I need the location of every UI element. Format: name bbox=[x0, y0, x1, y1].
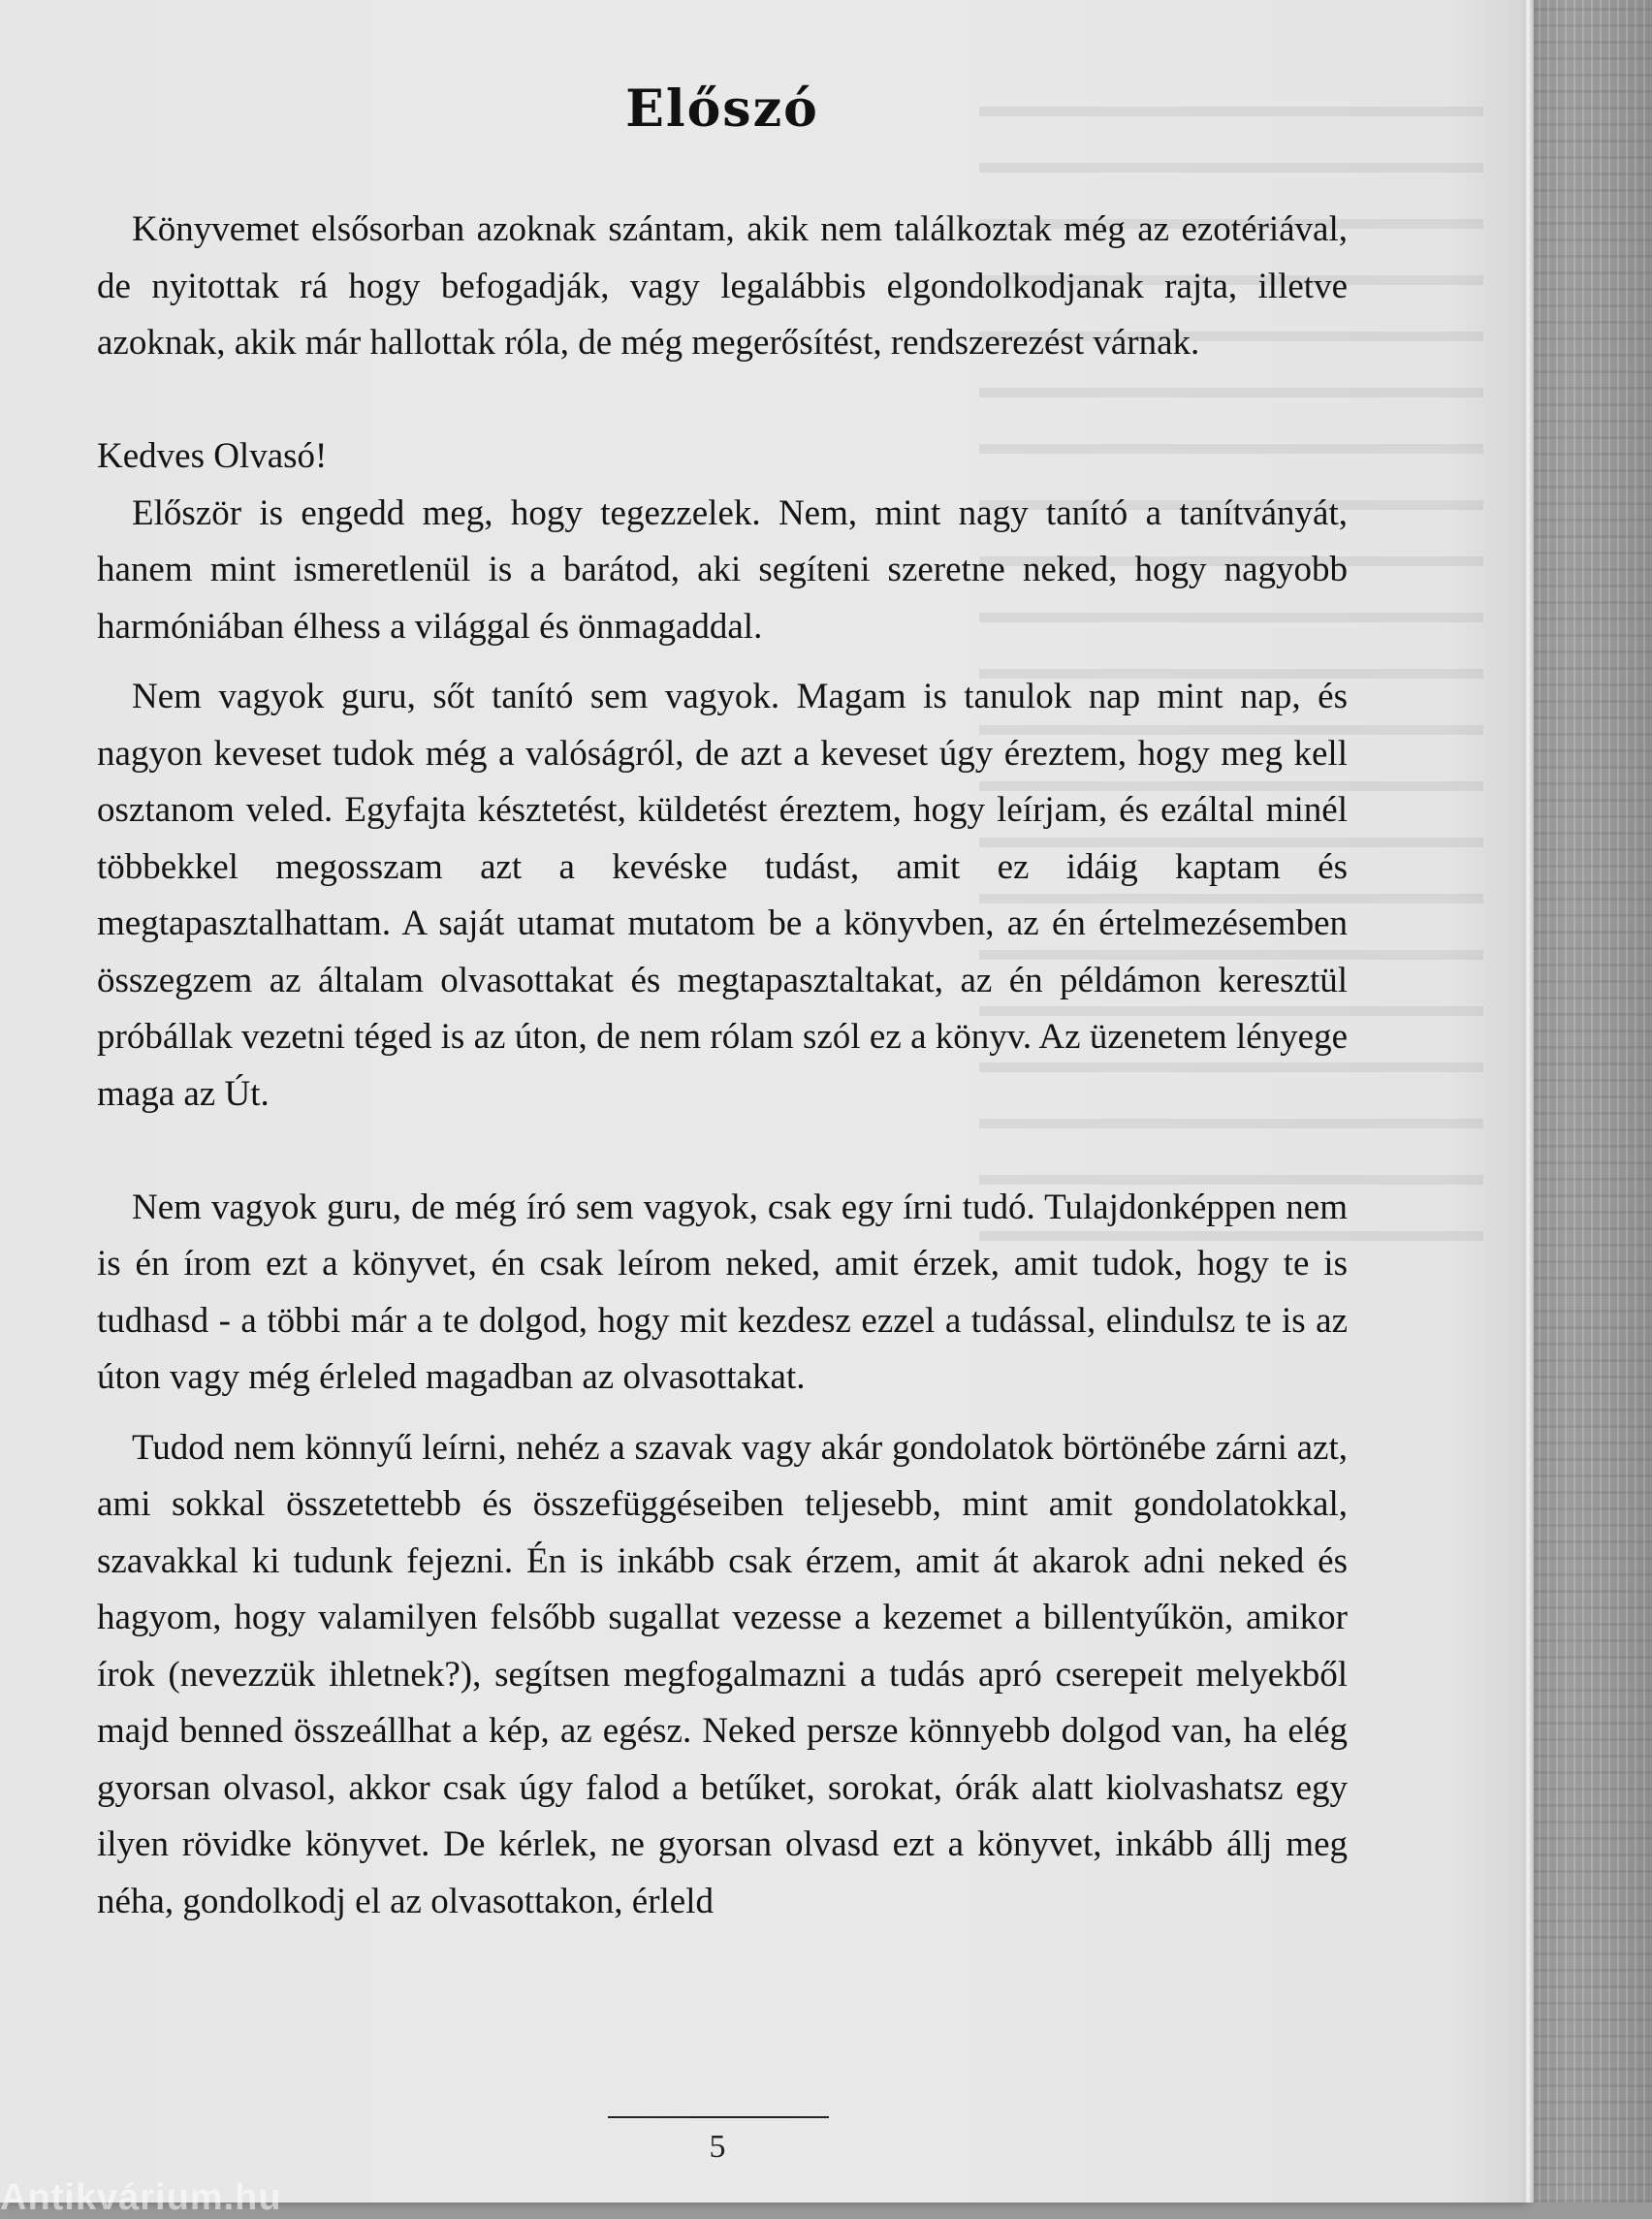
paragraph-nem-guru: Nem vagyok guru, sőt tanító sem vagyok. Magam is tanulok nap mint nap, és nagyon keveset tudok még a valóságról, de azt a keveset úgy éreztem, hogy meg kell osztanom veled. Egyfajta késztetést, küldetést éreztem, hogy leírjam, és ezáltal minél többekkel megosszam azt a kevéske tudást, amit ez idáig kaptam és megtapasztalhattam. A saját utamat mutatom be a könyvben, az én értelmezésemben összegzem az általam olvasottakat és megtapasztaltakat, az én példámon keresztül próbállak vezetni téged is az úton, de nem rólam szól ez a könyv. Az üzenetem lényege maga az Út. bbox=[97, 677, 1348, 1114]
paragraph-nem-iro: Nem vagyok guru, de még író sem vagyok, csak egy írni tudó. Tulajdonképpen nem is én írom ezt a könyvet, én csak leírom neked, amit érzek, amit tudok, hogy te is tudhasd - a többi már a te dolgod, hogy mit kezdesz ezzel a tudással, elindulsz te is az úton vagy még érleled magadban az olvasottakat. bbox=[97, 1187, 1348, 1397]
paragraph-tudod: Tudod nem könnyű leírni, nehéz a szavak vagy akár gondolatok börtönébe zárni azt, ami sokkal összetettebb és összefüggéseiben teljesebb, mint amit gondolatokkal, szavakkal ki tudunk fejezni. Én is inkább csak érzem, amit át akarok adni neked és hagyom, hogy valamilyen felsőbb sugallat vezesse a kezemet a billentyűkön, amikor írok (nevezzük ihletnek?), segítsen megfogalmazni a tudás apró cserepeit melyekből majd benned összeállhat a kép, az egész. Neked persze könnyebb dolgod van, ha elég gyorsan olvasol, akkor csak úgy falod a betűket, sorokat, órák alatt kiolvashatsz egy ilyen rövidke könyvet. De kérlek, ne gyorsan olvasd ezt a könyvet, inkább állj meg néha, gondolkodj el az olvasottakon, érleld bbox=[97, 1427, 1348, 1921]
paragraph-intro: Könyvemet elsősorban azoknak szántam, akik nem találkoztak még az ezotériával, de nyitottak rá hogy befogadják, vagy legalábbis elgondolkodjanak rajta, illetve azoknak, akik már hallottak róla, de még megerősítést, rendszerezést várnak. bbox=[97, 209, 1348, 363]
paragraph-salutation: Kedves Olvasó! bbox=[97, 436, 328, 476]
body-text bbox=[97, 202, 1348, 1930]
page-edge bbox=[1524, 0, 1534, 2203]
page-title: Előszó bbox=[625, 79, 819, 139]
paragraph-tegezes: Először is engedd meg, hogy tegezzelek. Nem, mint nagy tanító a tanítványát, hanem mint ismeretlenül is a barátod, aki segíteni szeretne neked, hogy nagyobb harmóniában élhess a világgal és önmagaddal. bbox=[97, 492, 1348, 647]
footer-rule bbox=[608, 2116, 829, 2118]
page-number: 5 bbox=[709, 2129, 726, 2165]
site-watermark: Antikvárium.hu bbox=[0, 2177, 282, 2218]
